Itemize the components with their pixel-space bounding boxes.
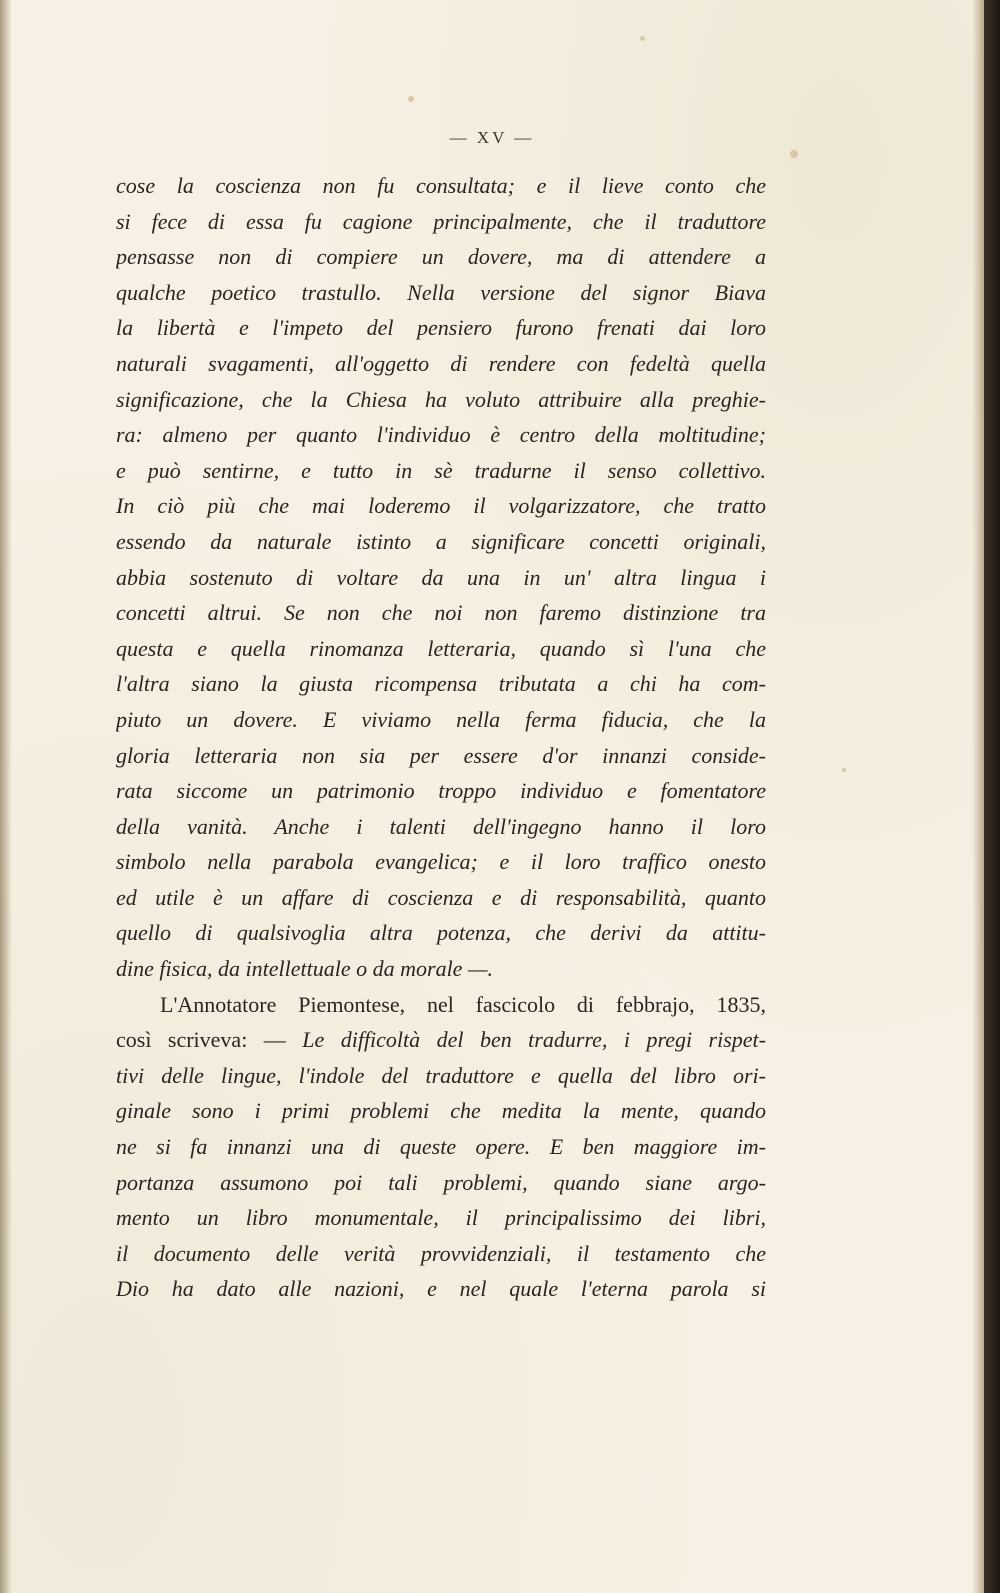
text-line: piuto un dovere. E viviamo nella ferma fiducia, che la <box>116 706 766 732</box>
text-line: pensasse non di compiere un dovere, ma di attendere a <box>116 244 766 270</box>
text-line-roman-part: così scriveva: — <box>116 1027 303 1053</box>
text-line: abbia sostenuto di voltare da una in un' altra lingua i <box>116 564 766 590</box>
text-line: mento un libro monumentale, il principalissimo dei libri, <box>116 1205 766 1231</box>
text-line: significazione, che la Chiesa ha voluto attribuire alla preghie- <box>116 386 766 412</box>
page-number-header: — XV — <box>449 128 535 147</box>
page-edge-shadow <box>972 0 984 1593</box>
text-line: simbolo nella parabola evangelica; e il loro traffico onesto <box>116 849 766 875</box>
text-line: dine fisica, da intellettuale o da morale —. <box>116 956 494 982</box>
text-line: e può sentirne, e tutto in sè tradurne il senso collettivo. <box>116 457 766 483</box>
book-cover-edge <box>984 0 1000 1593</box>
text-line: si fece di essa fu cagione principalmente, che il traduttore <box>116 208 766 234</box>
text-line: quello di qualsivoglia altra potenza, che derivi da attitu- <box>116 920 766 946</box>
text-line: ra: almeno per quanto l'individuo è centro della moltitudine; <box>116 422 766 448</box>
text-line: gloria letteraria non sia per essere d'or innanzi conside- <box>116 742 766 768</box>
text-line: l'altra siano la giusta ricompensa tributata a chi ha com- <box>116 671 766 697</box>
text-line: portanza assumono poi tali problemi, quando siane argo- <box>116 1169 766 1195</box>
foxing-spot <box>640 36 645 41</box>
text-line: ed utile è un affare di coscienza e di responsabilità, quanto <box>116 884 766 910</box>
text-line: In ciò più che mai loderemo il volgarizzatore, che tratto <box>116 493 766 519</box>
foxing-spot <box>790 150 798 158</box>
text-line: il documento delle verità provvidenziali, il testamento che <box>116 1240 766 1266</box>
text-line: tivi delle lingue, l'indole del traduttore e quella del libro ori- <box>116 1062 766 1088</box>
text-line: questa e quella rinomanza letteraria, quando sì l'una che <box>116 635 766 661</box>
foxing-spot <box>408 96 414 102</box>
text-line: ginale sono i primi problemi che medita la mente, quando <box>116 1098 766 1124</box>
text-line: L'Annotatore Piemontese, nel fascicolo di febbrajo, 1835, <box>160 991 766 1017</box>
text-line: Dio ha dato alle nazioni, e nel quale l'eterna parola si <box>116 1276 766 1302</box>
text-line: qualche poetico trastullo. Nella versione del signor Biava <box>116 279 766 305</box>
text-line: essendo da naturale istinto a significare concetti originali, <box>116 528 766 554</box>
text-line: ne si fa innanzi una di queste opere. E ben maggiore im- <box>116 1134 766 1160</box>
foxing-spot <box>842 768 846 772</box>
text-line: cose la coscienza non fu consultata; e il lieve conto che <box>116 173 766 198</box>
text-line: la libertà e l'impeto del pensiero furono frenati dai loro <box>116 315 766 341</box>
text-line: rata siccome un patrimonio troppo individuo e fomentatore <box>116 778 766 804</box>
text-line: concetti altrui. Se non che noi non faremo distinzione tra <box>116 600 766 626</box>
text-line-italic-part: Le difficoltà del ben tradurre, i pregi rispet- <box>302 1027 766 1053</box>
page-gutter-shadow <box>0 0 12 1593</box>
text-line: della vanità. Anche i talenti dell'ingegno hanno il loro <box>116 813 766 839</box>
text-line: naturali svagamenti, all'oggetto di rendere con fedeltà quella <box>116 350 766 376</box>
text-line <box>116 1022 766 1058</box>
body-text <box>116 168 766 1307</box>
